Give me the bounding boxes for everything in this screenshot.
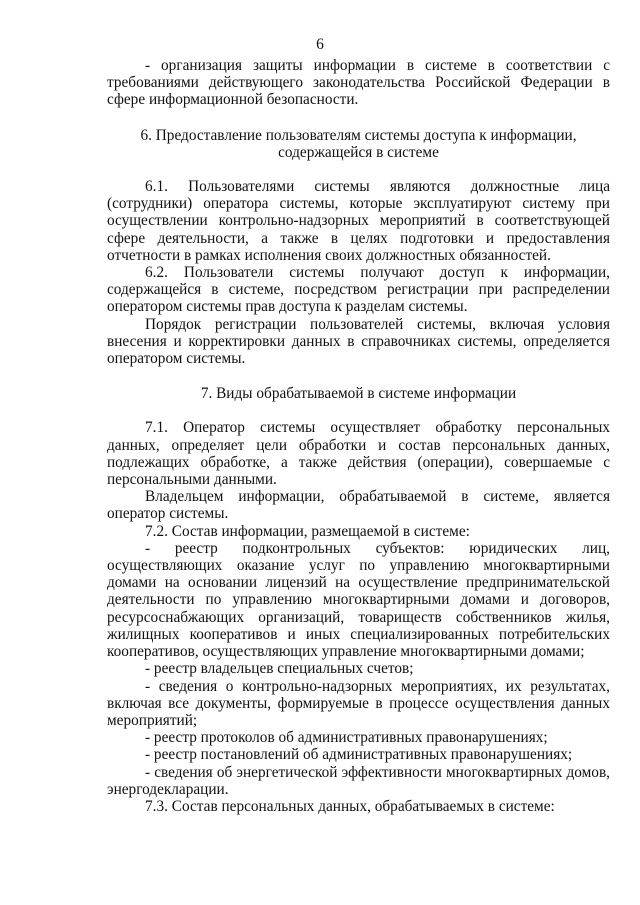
section-6-heading-line1: 6. Предоставление пользователям системы доступа к информации, [140,126,577,144]
spacer [107,109,610,127]
page-number: 6 [316,36,324,53]
section-7-heading: 7. Виды обрабатываемой в системе информации [200,385,517,403]
document-body [107,57,610,815]
paragraph-6-2: 6.2. Пользователи системы получают доступ к информации, содержащейся в системе, посредством регистрации при распределении оператором системы прав доступа к разделам системы. [107,264,610,316]
list-item: - реестр протоколов об административных правонарушениях; [145,729,548,747]
list-item: - реестр подконтрольных субъектов: юридических лиц, осуществляющих оказание услуг по управлению многоквартирными домами на основании лицензий на осуществление предпринимательской деятельности по управлению многоквартирными домами и договоров, ресурсоснабжающих организаций, товариществ собственников жилья, жилищных кооперативов и иных специализированных потребительских кооперативов, осуществляющих управление многоквартирными домами; [107,539,610,661]
list-item: - реестр постановлений об административных правонарушениях; [145,746,573,764]
paragraph-information-owner: Владельцем информации, обрабатываемой в системе, является оператор системы. [107,488,610,523]
intro-list-item: - организация защиты информации в системе в соответствии с требованиями действующего законодательства Российской Федерации в сфере информационной безопасности. [107,57,610,109]
list-item: - сведения об энергетической эффективности многоквартирных домов, энергодекларации. [107,763,610,798]
spacer [107,367,610,385]
spacer [107,402,610,419]
paragraph-7-2: 7.2. Состав информации, размещаемой в системе: [145,522,470,540]
paragraph-6-1: 6.1. Пользователями системы являются должностные лица (сотрудники) оператора системы, которые эксплуатируют систему при осуществлении контрольно-надзорных мероприятий в соответствующей сфере деятельности, а также в целях подготовки и предоставления отчетности в рамках исполнения своих должностных обязанностей. [107,178,610,264]
paragraph-registration-procedure: Порядок регистрации пользователей системы, включая условия внесения и корректировки данных в справочниках системы, определяется оператором системы. [107,315,610,368]
list-item: - реестр владельцев специальных счетов; [145,660,414,678]
section-6-heading-line2: содержащейся в системе [278,143,439,161]
paragraph-7-3: 7.3. Состав персональных данных, обрабатываемых в системе: [145,797,555,815]
list-item: - сведения о контрольно-надзорных мероприятиях, их результатах, включая все документы, формируемые в процессе осуществления данных мероприятий; [107,677,610,729]
spacer [107,161,610,178]
paragraph-7-1: 7.1. Оператор системы осуществляет обработку персональных данных, определяет цели обработки и состав персональных данных, подлежащих обработке, а также действия (операции), совершаемые с персональными данными. [107,419,610,489]
